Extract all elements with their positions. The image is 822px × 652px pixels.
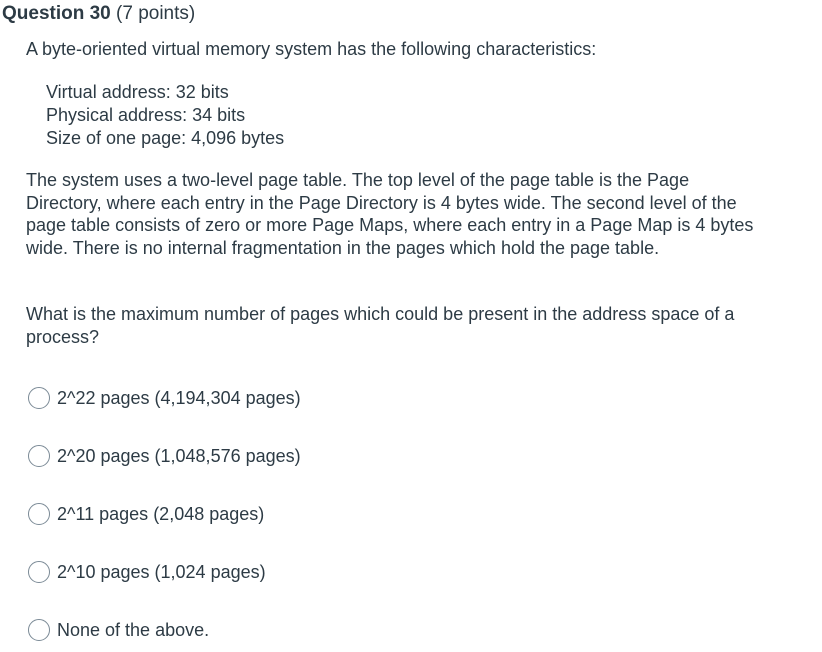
question-prompt: What is the maximum number of pages which could be present in the address space of a process? <box>26 304 735 347</box>
answer-option-4[interactable] <box>28 560 266 584</box>
radio-button-icon[interactable] <box>28 503 50 525</box>
question-title: Question 30 <box>2 3 111 24</box>
question-description: The system uses a two-level page table. The top level of the page table is the Page Directory, where each entry in the Page Directory is 4 bytes wide. The second level of the page table consists of zero or more Page Maps, where each entry in a Page Map is 4 bytes wide. There is no internal fragmentation in the pages which hold the page table. <box>26 170 754 258</box>
answer-option-1[interactable] <box>28 386 301 410</box>
answer-option-label: None of the above. <box>57 620 210 640</box>
spec-virtual-address: Virtual address: 32 bits <box>46 82 229 102</box>
answer-option-3[interactable] <box>28 502 264 526</box>
radio-button-icon[interactable] <box>28 561 50 583</box>
answer-option-5[interactable] <box>28 618 209 642</box>
radio-button-icon[interactable] <box>28 387 50 409</box>
radio-button-icon[interactable] <box>28 445 50 467</box>
question-intro: A byte-oriented virtual memory system has the following characteristics: <box>26 39 597 59</box>
answer-option-label: 2^11 pages (2,048 pages) <box>57 504 265 524</box>
answer-option-label: 2^22 pages (4,194,304 pages) <box>57 388 301 408</box>
question-header <box>2 2 195 26</box>
question-points: (7 points) <box>110 3 196 24</box>
spec-physical-address: Physical address: 34 bits <box>46 105 246 125</box>
answer-option-2[interactable] <box>28 444 301 468</box>
radio-button-icon[interactable] <box>28 619 50 641</box>
answer-option-label: 2^20 pages (1,048,576 pages) <box>57 446 301 466</box>
answer-option-label: 2^10 pages (1,024 pages) <box>57 562 266 582</box>
spec-page-size: Size of one page: 4,096 bytes <box>46 128 285 148</box>
